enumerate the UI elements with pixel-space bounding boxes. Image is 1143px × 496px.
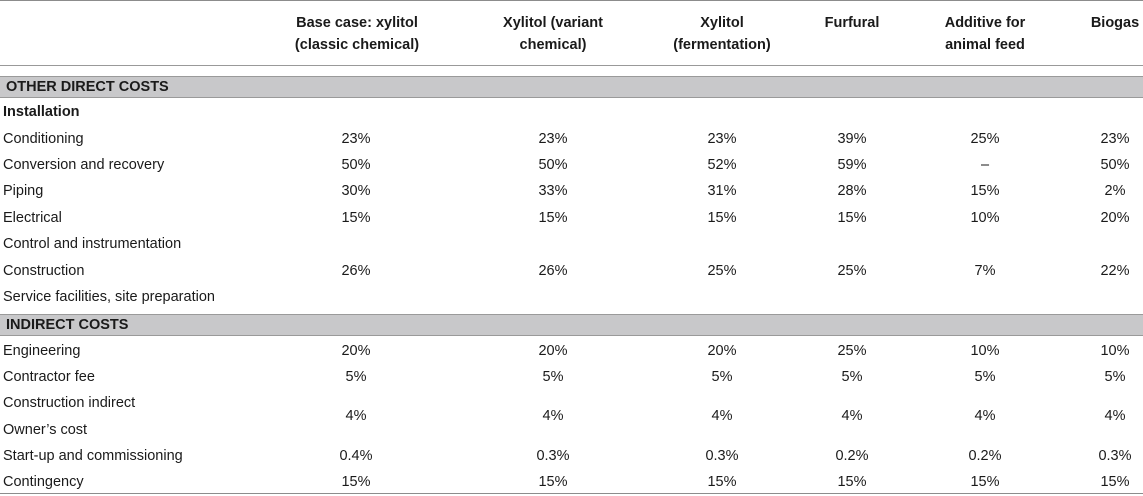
table-cell: 59% (837, 157, 867, 173)
table-cell: – (980, 157, 990, 173)
table-cell: 4% (542, 408, 564, 424)
section-title: INDIRECT COSTS (6, 317, 129, 333)
table-cell: 20% (1100, 210, 1130, 226)
table-cell: 39% (837, 131, 867, 147)
header-rule (0, 65, 1143, 66)
row-label: Contractor fee (3, 369, 95, 385)
table-cell: 15% (970, 474, 1000, 490)
table-cell: 5% (841, 369, 863, 385)
table-row (0, 444, 1143, 470)
table-cell: 25% (707, 263, 737, 279)
table-cell: 22% (1100, 263, 1130, 279)
column-header-biogas: Biogas (1090, 15, 1140, 31)
table-cell: 20% (707, 343, 737, 359)
table-cell: 15% (1100, 474, 1130, 490)
table-cell: 0.2% (835, 448, 869, 464)
table-cell: 0.4% (339, 448, 373, 464)
table-cell: 5% (711, 369, 733, 385)
column-header-furfural: Furfural (824, 15, 880, 31)
table-row (0, 285, 1143, 311)
table-cell: 15% (341, 474, 371, 490)
table-cell: 5% (1104, 369, 1126, 385)
table-top-rule (0, 0, 1143, 1)
table-cell: 28% (837, 183, 867, 199)
table-cell: 5% (974, 369, 996, 385)
table-cell: 15% (538, 210, 568, 226)
table-cell: 5% (542, 369, 564, 385)
table-cell: 15% (341, 210, 371, 226)
table-cell: 2% (1104, 183, 1126, 199)
table-cell: 23% (341, 131, 371, 147)
row-label: Owner’s cost (3, 422, 88, 438)
table-cell: 4% (711, 408, 733, 424)
table-cell: 4% (841, 408, 863, 424)
table-cell: 20% (341, 343, 371, 359)
row-label: Piping (3, 183, 44, 199)
table-cell: 0.3% (536, 448, 570, 464)
table-row (0, 259, 1143, 285)
table-cell: 50% (538, 157, 568, 173)
table-cell: 15% (707, 210, 737, 226)
table-cell: 15% (970, 183, 1000, 199)
table-row (0, 127, 1143, 153)
table-cell: 15% (707, 474, 737, 490)
table-cell: 15% (837, 210, 867, 226)
table-cell: 0.2% (968, 448, 1002, 464)
table-cell: 25% (837, 343, 867, 359)
table-cell: 0.3% (1098, 448, 1132, 464)
column-header-base-case: Base case: xylitol (classic chemical) (294, 15, 420, 53)
row-label: Construction (3, 263, 85, 279)
row-label: Control and instrumentation (3, 236, 182, 252)
table-cell: 26% (538, 263, 568, 279)
subheading-row (0, 100, 1143, 126)
table-cell: 23% (1100, 131, 1130, 147)
table-cell: 50% (341, 157, 371, 173)
table-cell: 10% (1100, 343, 1130, 359)
table-row (0, 179, 1143, 205)
subheading-installation: Installation (3, 104, 80, 120)
row-label: Construction indirect (3, 395, 136, 411)
table-cell: 50% (1100, 157, 1130, 173)
row-label: Conditioning (3, 131, 84, 147)
column-header-xylitol-variant: Xylitol (variant chemical) (503, 15, 603, 53)
table-cell: 15% (538, 474, 568, 490)
table-cell: 4% (345, 408, 367, 424)
table-cell: 7% (974, 263, 996, 279)
row-label: Engineering (3, 343, 81, 359)
table-cell: 25% (970, 131, 1000, 147)
row-label: Start-up and commissioning (3, 448, 183, 464)
column-header-animal-feed: Additive for animal feed (944, 15, 1026, 53)
row-label: Contingency (3, 474, 84, 490)
table-cell: 4% (974, 408, 996, 424)
table-cell: 20% (538, 343, 568, 359)
table-cell: 0.3% (705, 448, 739, 464)
table-row (0, 339, 1143, 365)
table-cell: 33% (538, 183, 568, 199)
section-band-other-direct (0, 76, 1143, 98)
table-cell: 10% (970, 210, 1000, 226)
table-row (0, 232, 1143, 258)
table-cell: 25% (837, 263, 867, 279)
table-cell: 23% (538, 131, 568, 147)
table-cell: 52% (707, 157, 737, 173)
row-label: Conversion and recovery (3, 157, 165, 173)
table-cell: 15% (837, 474, 867, 490)
row-label: Electrical (3, 210, 62, 226)
section-title: OTHER DIRECT COSTS (6, 79, 169, 95)
table-cell: 5% (345, 369, 367, 385)
table-row (0, 418, 1143, 444)
row-label: Service facilities, site preparation (3, 289, 215, 305)
table-row (0, 153, 1143, 179)
table-cell: 10% (970, 343, 1000, 359)
table-cell: 4% (1104, 408, 1126, 424)
table-cell: 26% (341, 263, 371, 279)
table-cell: 23% (707, 131, 737, 147)
table-row (0, 206, 1143, 232)
table-cell: 30% (341, 183, 371, 199)
table-row (0, 365, 1143, 391)
table-cell: 31% (707, 183, 737, 199)
section-band-indirect (0, 314, 1143, 336)
column-header-xylitol-fermentation: Xylitol (fermentation) (673, 15, 771, 53)
